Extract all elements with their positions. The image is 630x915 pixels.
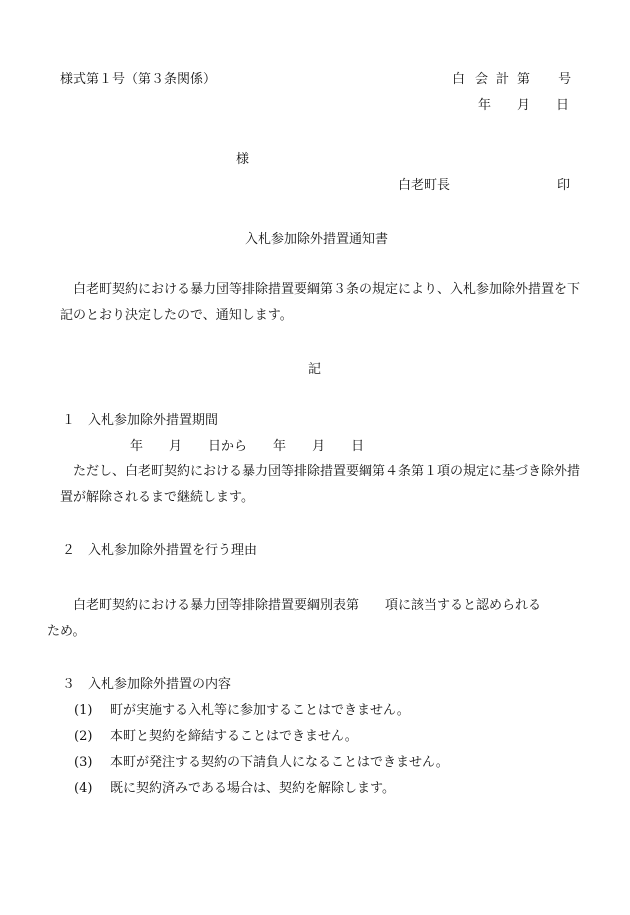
addressee-honorific: 様 <box>236 152 250 167</box>
section2-reason <box>47 593 580 645</box>
ki-marker: 記 <box>308 362 322 377</box>
date-year: 年 <box>478 98 492 113</box>
section1-period <box>130 439 364 455</box>
period-start-year: 年 <box>130 439 144 454</box>
period-start-day: 日から <box>208 439 248 454</box>
list-item-text: 本町が発注する契約の下請負人になることはできません。 <box>110 755 449 770</box>
period-end-year: 年 <box>273 439 287 454</box>
seal-mark: 印 <box>557 178 571 193</box>
list-item-text: 既に契約済みである場合は、契約を解除します。 <box>110 781 395 796</box>
list-item-number: (4) <box>74 781 93 796</box>
list-item <box>74 703 410 719</box>
date-month: 月 <box>517 98 531 113</box>
list-item <box>74 755 449 771</box>
document-number <box>452 72 571 88</box>
section3-heading: ３ 入札参加除外措置の内容 <box>62 677 232 692</box>
doc-number-kei: 計 <box>496 72 510 87</box>
period-start-month: 月 <box>169 439 183 454</box>
doc-number-prefix: 白 <box>452 72 466 87</box>
section1-note: ただし、白老町契約における暴力団等排除措置要綱第４条第１項の規定に基づき除外措置が解除されるまで継続します。 <box>60 464 581 505</box>
list-item-number: (1) <box>74 703 93 718</box>
reason-part3: ため。 <box>47 624 86 639</box>
issue-date <box>478 98 569 114</box>
list-item-number: (2) <box>74 729 93 744</box>
period-end-month: 月 <box>312 439 326 454</box>
intro-paragraph: 白老町契約における暴力団等排除措置要綱第３条の規定により、入札参加除外措置を下記のとおり決定したので、通知します。 <box>60 282 581 323</box>
doc-number-kai: 会 <box>475 72 489 87</box>
list-item-number: (3) <box>74 755 93 770</box>
list-item <box>74 729 358 745</box>
document-title: 入札参加除外措置通知書 <box>245 232 389 247</box>
reason-part2: 項に該当すると認められる <box>385 598 542 613</box>
list-item <box>74 781 395 797</box>
doc-number-dai: 第 <box>517 72 531 87</box>
period-end-day: 日 <box>351 439 365 454</box>
sender-name: 白老町長 <box>398 178 451 193</box>
section2-heading: ２ 入札参加除外措置を行う理由 <box>62 543 258 558</box>
date-day: 日 <box>556 98 570 113</box>
list-item-text: 町が実施する入札等に参加することはできません。 <box>110 703 410 718</box>
form-label: 様式第１号（第３条関係） <box>60 72 217 87</box>
section1-heading: １ 入札参加除外措置期間 <box>62 413 219 428</box>
list-item-text: 本町と契約を締結することはできません。 <box>110 729 358 744</box>
doc-number-go: 号 <box>558 72 572 87</box>
reason-part1: 白老町契約における暴力団等排除措置要綱別表第 <box>73 598 360 613</box>
